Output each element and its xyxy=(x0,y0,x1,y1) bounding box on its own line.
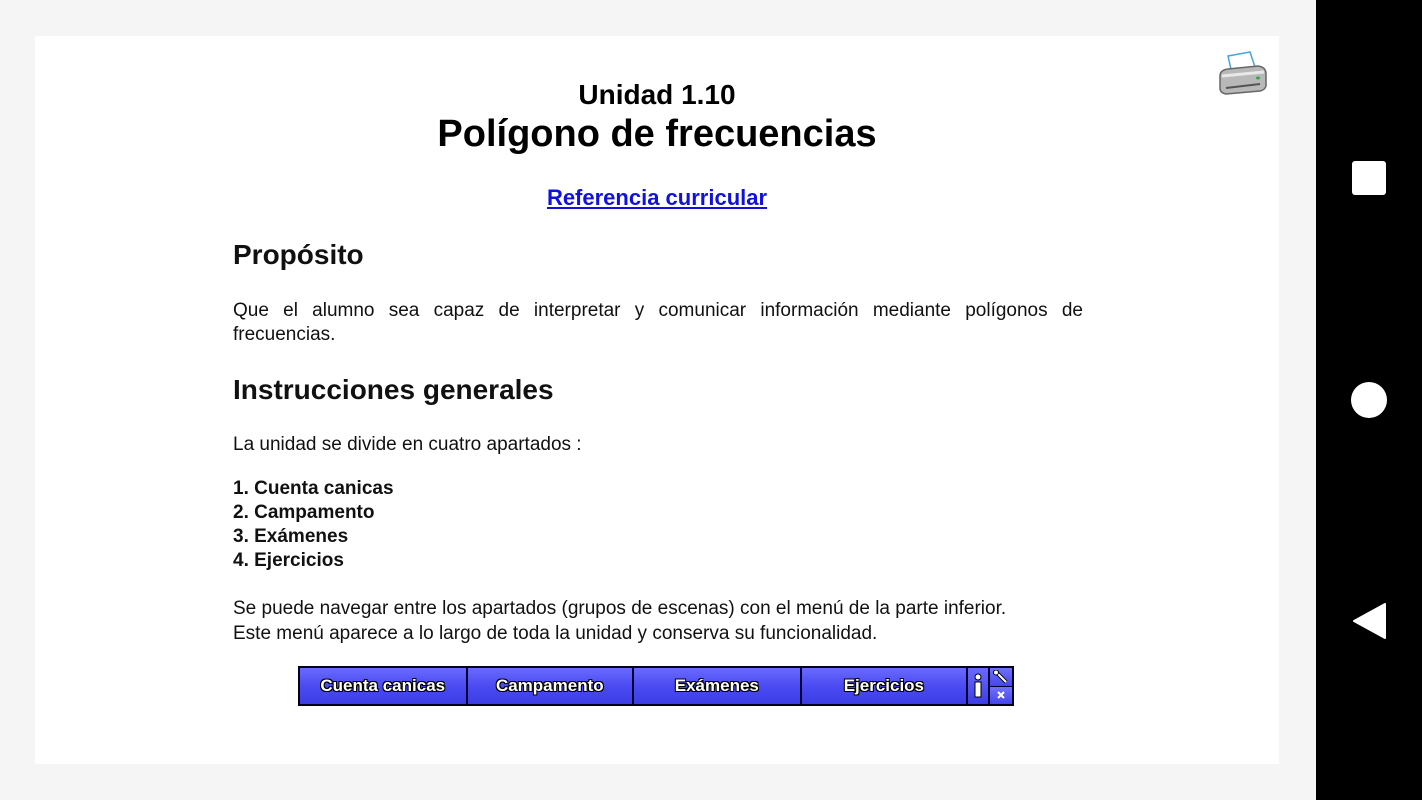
curricular-reference-link-container xyxy=(35,185,1279,211)
unit-title: Unidad 1.10 xyxy=(578,79,736,110)
list-item: 2. Campamento xyxy=(233,502,375,523)
purpose-text: Que el alumno sea capaz de interpretar y comunicar información mediante polígonos de frecuencias. xyxy=(233,300,1083,345)
menu-tools xyxy=(990,668,1012,704)
home-circle-icon[interactable] xyxy=(1316,381,1422,419)
sections-list xyxy=(233,477,394,573)
navigation-text-line1: Se puede navegar entre los apartados (grupos de escenas) con el menú de la parte inferior. xyxy=(233,598,1007,619)
wrench-icon[interactable] xyxy=(990,668,1012,687)
unit-menu-bar xyxy=(298,666,1014,706)
instructions-intro: La unidad se divide en cuatro apartados : xyxy=(233,434,582,455)
purpose-heading: Propósito xyxy=(233,239,364,270)
info-icon[interactable] xyxy=(968,668,990,704)
menu-button-ejercicios[interactable]: Ejercicios xyxy=(802,668,969,704)
instructions-heading: Instrucciones generales xyxy=(233,374,554,405)
navigation-text-line2: Este menú aparece a lo largo de toda la unidad y conserva su funcionalidad. xyxy=(233,623,878,644)
menu-button-cuenta-canicas[interactable]: Cuenta canicas xyxy=(300,668,468,704)
list-item: 4. Ejercicios xyxy=(233,550,344,571)
list-item: 1. Cuenta canicas xyxy=(233,478,394,499)
page-title: Polígono de frecuencias xyxy=(437,113,877,155)
list-item: 3. Exámenes xyxy=(233,526,349,547)
system-navigation-bar xyxy=(1316,0,1422,800)
recents-square-icon[interactable] xyxy=(1316,160,1422,196)
document-page xyxy=(35,36,1279,764)
back-triangle-icon[interactable] xyxy=(1316,602,1422,640)
menu-button-examenes[interactable]: Exámenes xyxy=(634,668,802,704)
curricular-reference-link[interactable]: Referencia curricular xyxy=(546,185,768,210)
close-icon[interactable] xyxy=(990,687,1012,705)
menu-button-campamento[interactable]: Campamento xyxy=(468,668,635,704)
